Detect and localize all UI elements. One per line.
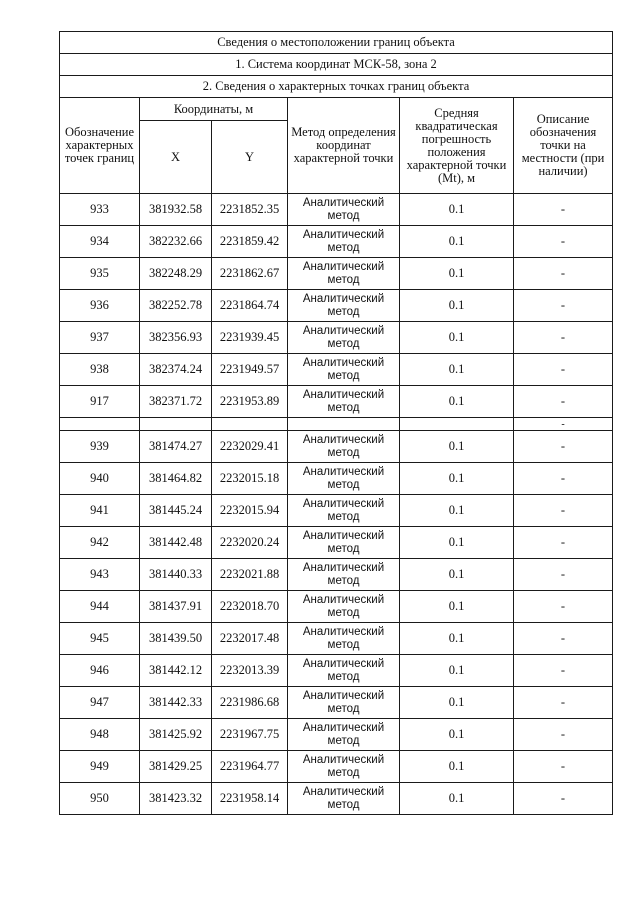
point-cell: 917 — [60, 386, 140, 418]
x-cell: 381425.92 — [140, 719, 212, 751]
point-cell: 945 — [60, 623, 140, 655]
description-cell: - — [514, 226, 613, 258]
error-cell: 0.1 — [400, 226, 514, 258]
y-cell: 2231859.42 — [212, 226, 288, 258]
table-row — [60, 623, 613, 655]
error-cell: 0.1 — [400, 194, 514, 226]
x-cell: 382371.72 — [140, 386, 212, 418]
error-cell: 0.1 — [400, 719, 514, 751]
method-cell: Аналитический метод — [288, 655, 400, 687]
x-cell: 381464.82 — [140, 463, 212, 495]
method-cell: Аналитический метод — [288, 751, 400, 783]
description-cell: - — [514, 623, 613, 655]
header-x: X — [140, 121, 212, 194]
description-cell: - — [514, 258, 613, 290]
point-cell: 933 — [60, 194, 140, 226]
empty-cell — [288, 418, 400, 431]
x-cell: 382248.29 — [140, 258, 212, 290]
method-cell: Аналитический метод — [288, 559, 400, 591]
description-cell: - — [514, 194, 613, 226]
point-cell: 948 — [60, 719, 140, 751]
table-row — [60, 354, 613, 386]
table-row — [60, 527, 613, 559]
table-row — [60, 290, 613, 322]
x-cell: 381474.27 — [140, 431, 212, 463]
point-cell: 934 — [60, 226, 140, 258]
method-cell: Аналитический метод — [288, 226, 400, 258]
points-section-heading: 2. Сведения о характерных точках границ объекта — [60, 76, 613, 98]
table-row — [60, 591, 613, 623]
method-cell: Аналитический метод — [288, 463, 400, 495]
description-cell: - — [514, 418, 613, 431]
empty-cell — [140, 418, 212, 431]
method-cell: Аналитический метод — [288, 431, 400, 463]
description-cell: - — [514, 463, 613, 495]
method-cell: Аналитический метод — [288, 719, 400, 751]
table-row — [60, 322, 613, 354]
x-cell: 382356.93 — [140, 322, 212, 354]
table-row — [60, 655, 613, 687]
y-cell: 2232018.70 — [212, 591, 288, 623]
y-cell: 2231967.75 — [212, 719, 288, 751]
error-cell: 0.1 — [400, 687, 514, 719]
x-cell: 381442.12 — [140, 655, 212, 687]
description-cell: - — [514, 655, 613, 687]
x-cell: 381439.50 — [140, 623, 212, 655]
error-cell: 0.1 — [400, 527, 514, 559]
point-cell: 946 — [60, 655, 140, 687]
document-sheet — [59, 31, 612, 815]
table-row — [60, 495, 613, 527]
x-cell: 381445.24 — [140, 495, 212, 527]
point-cell: 947 — [60, 687, 140, 719]
error-cell: 0.1 — [400, 431, 514, 463]
description-cell: - — [514, 322, 613, 354]
description-cell: - — [514, 386, 613, 418]
header-point: Обозначение характерных точек границ — [60, 98, 140, 194]
description-cell: - — [514, 354, 613, 386]
empty-cell — [60, 418, 140, 431]
method-cell: Аналитический метод — [288, 591, 400, 623]
x-cell: 382232.66 — [140, 226, 212, 258]
point-cell: 950 — [60, 783, 140, 815]
table-row — [60, 719, 613, 751]
method-cell: Аналитический метод — [288, 322, 400, 354]
method-cell: Аналитический метод — [288, 783, 400, 815]
table-row — [60, 463, 613, 495]
method-cell: Аналитический метод — [288, 386, 400, 418]
x-cell: 381442.33 — [140, 687, 212, 719]
x-cell: 381932.58 — [140, 194, 212, 226]
table-row — [60, 431, 613, 463]
y-cell: 2231939.45 — [212, 322, 288, 354]
x-cell: 381423.32 — [140, 783, 212, 815]
y-cell: 2231986.68 — [212, 687, 288, 719]
error-cell: 0.1 — [400, 386, 514, 418]
table-row — [60, 194, 613, 226]
coordinate-system-heading: 1. Система координат МСК-58, зона 2 — [60, 54, 613, 76]
error-cell: 0.1 — [400, 463, 514, 495]
boundary-points-table — [59, 31, 613, 815]
description-cell: - — [514, 495, 613, 527]
y-cell: 2231953.89 — [212, 386, 288, 418]
empty-cell — [212, 418, 288, 431]
table-row — [60, 258, 613, 290]
point-cell: 935 — [60, 258, 140, 290]
description-cell: - — [514, 687, 613, 719]
point-cell: 943 — [60, 559, 140, 591]
y-cell: 2232015.94 — [212, 495, 288, 527]
error-cell: 0.1 — [400, 290, 514, 322]
header-error: Средняя квадратическая погрешность положения характерной точки (Mt), м — [400, 98, 514, 194]
method-cell: Аналитический метод — [288, 687, 400, 719]
table-row-blank — [60, 418, 613, 431]
table-row — [60, 559, 613, 591]
point-cell: 941 — [60, 495, 140, 527]
x-cell: 381442.48 — [140, 527, 212, 559]
x-cell: 381440.33 — [140, 559, 212, 591]
method-cell: Аналитический метод — [288, 290, 400, 322]
description-cell: - — [514, 751, 613, 783]
error-cell: 0.1 — [400, 623, 514, 655]
y-cell: 2232020.24 — [212, 527, 288, 559]
description-cell: - — [514, 527, 613, 559]
table-row — [60, 226, 613, 258]
header-y: Y — [212, 121, 288, 194]
header-coordinates: Координаты, м — [140, 98, 288, 121]
x-cell: 382374.24 — [140, 354, 212, 386]
y-cell: 2232021.88 — [212, 559, 288, 591]
y-cell: 2231862.67 — [212, 258, 288, 290]
method-cell: Аналитический метод — [288, 354, 400, 386]
point-cell: 938 — [60, 354, 140, 386]
error-cell: 0.1 — [400, 495, 514, 527]
table-row — [60, 783, 613, 815]
description-cell: - — [514, 719, 613, 751]
empty-cell — [400, 418, 514, 431]
description-cell: - — [514, 290, 613, 322]
table-row — [60, 751, 613, 783]
error-cell: 0.1 — [400, 751, 514, 783]
table-row — [60, 386, 613, 418]
header-method: Метод определения координат характерной точки — [288, 98, 400, 194]
x-cell: 381437.91 — [140, 591, 212, 623]
y-cell: 2231864.74 — [212, 290, 288, 322]
y-cell: 2231852.35 — [212, 194, 288, 226]
method-cell: Аналитический метод — [288, 258, 400, 290]
description-cell: - — [514, 559, 613, 591]
point-cell: 949 — [60, 751, 140, 783]
method-cell: Аналитический метод — [288, 194, 400, 226]
point-cell: 942 — [60, 527, 140, 559]
table-row — [60, 687, 613, 719]
method-cell: Аналитический метод — [288, 495, 400, 527]
point-cell: 940 — [60, 463, 140, 495]
x-cell: 381429.25 — [140, 751, 212, 783]
document-title: Сведения о местоположении границ объекта — [60, 32, 613, 54]
error-cell: 0.1 — [400, 783, 514, 815]
error-cell: 0.1 — [400, 591, 514, 623]
point-cell: 936 — [60, 290, 140, 322]
method-cell: Аналитический метод — [288, 527, 400, 559]
y-cell: 2231949.57 — [212, 354, 288, 386]
error-cell: 0.1 — [400, 559, 514, 591]
y-cell: 2232015.18 — [212, 463, 288, 495]
error-cell: 0.1 — [400, 354, 514, 386]
point-cell: 939 — [60, 431, 140, 463]
y-cell: 2232017.48 — [212, 623, 288, 655]
point-cell: 937 — [60, 322, 140, 354]
header-description: Описание обозначения точки на местности (при наличии) — [514, 98, 613, 194]
y-cell: 2232029.41 — [212, 431, 288, 463]
error-cell: 0.1 — [400, 655, 514, 687]
y-cell: 2231964.77 — [212, 751, 288, 783]
x-cell: 382252.78 — [140, 290, 212, 322]
description-cell: - — [514, 591, 613, 623]
point-cell: 944 — [60, 591, 140, 623]
description-cell: - — [514, 431, 613, 463]
error-cell: 0.1 — [400, 322, 514, 354]
method-cell: Аналитический метод — [288, 623, 400, 655]
description-cell: - — [514, 783, 613, 815]
y-cell: 2231958.14 — [212, 783, 288, 815]
y-cell: 2232013.39 — [212, 655, 288, 687]
error-cell: 0.1 — [400, 258, 514, 290]
